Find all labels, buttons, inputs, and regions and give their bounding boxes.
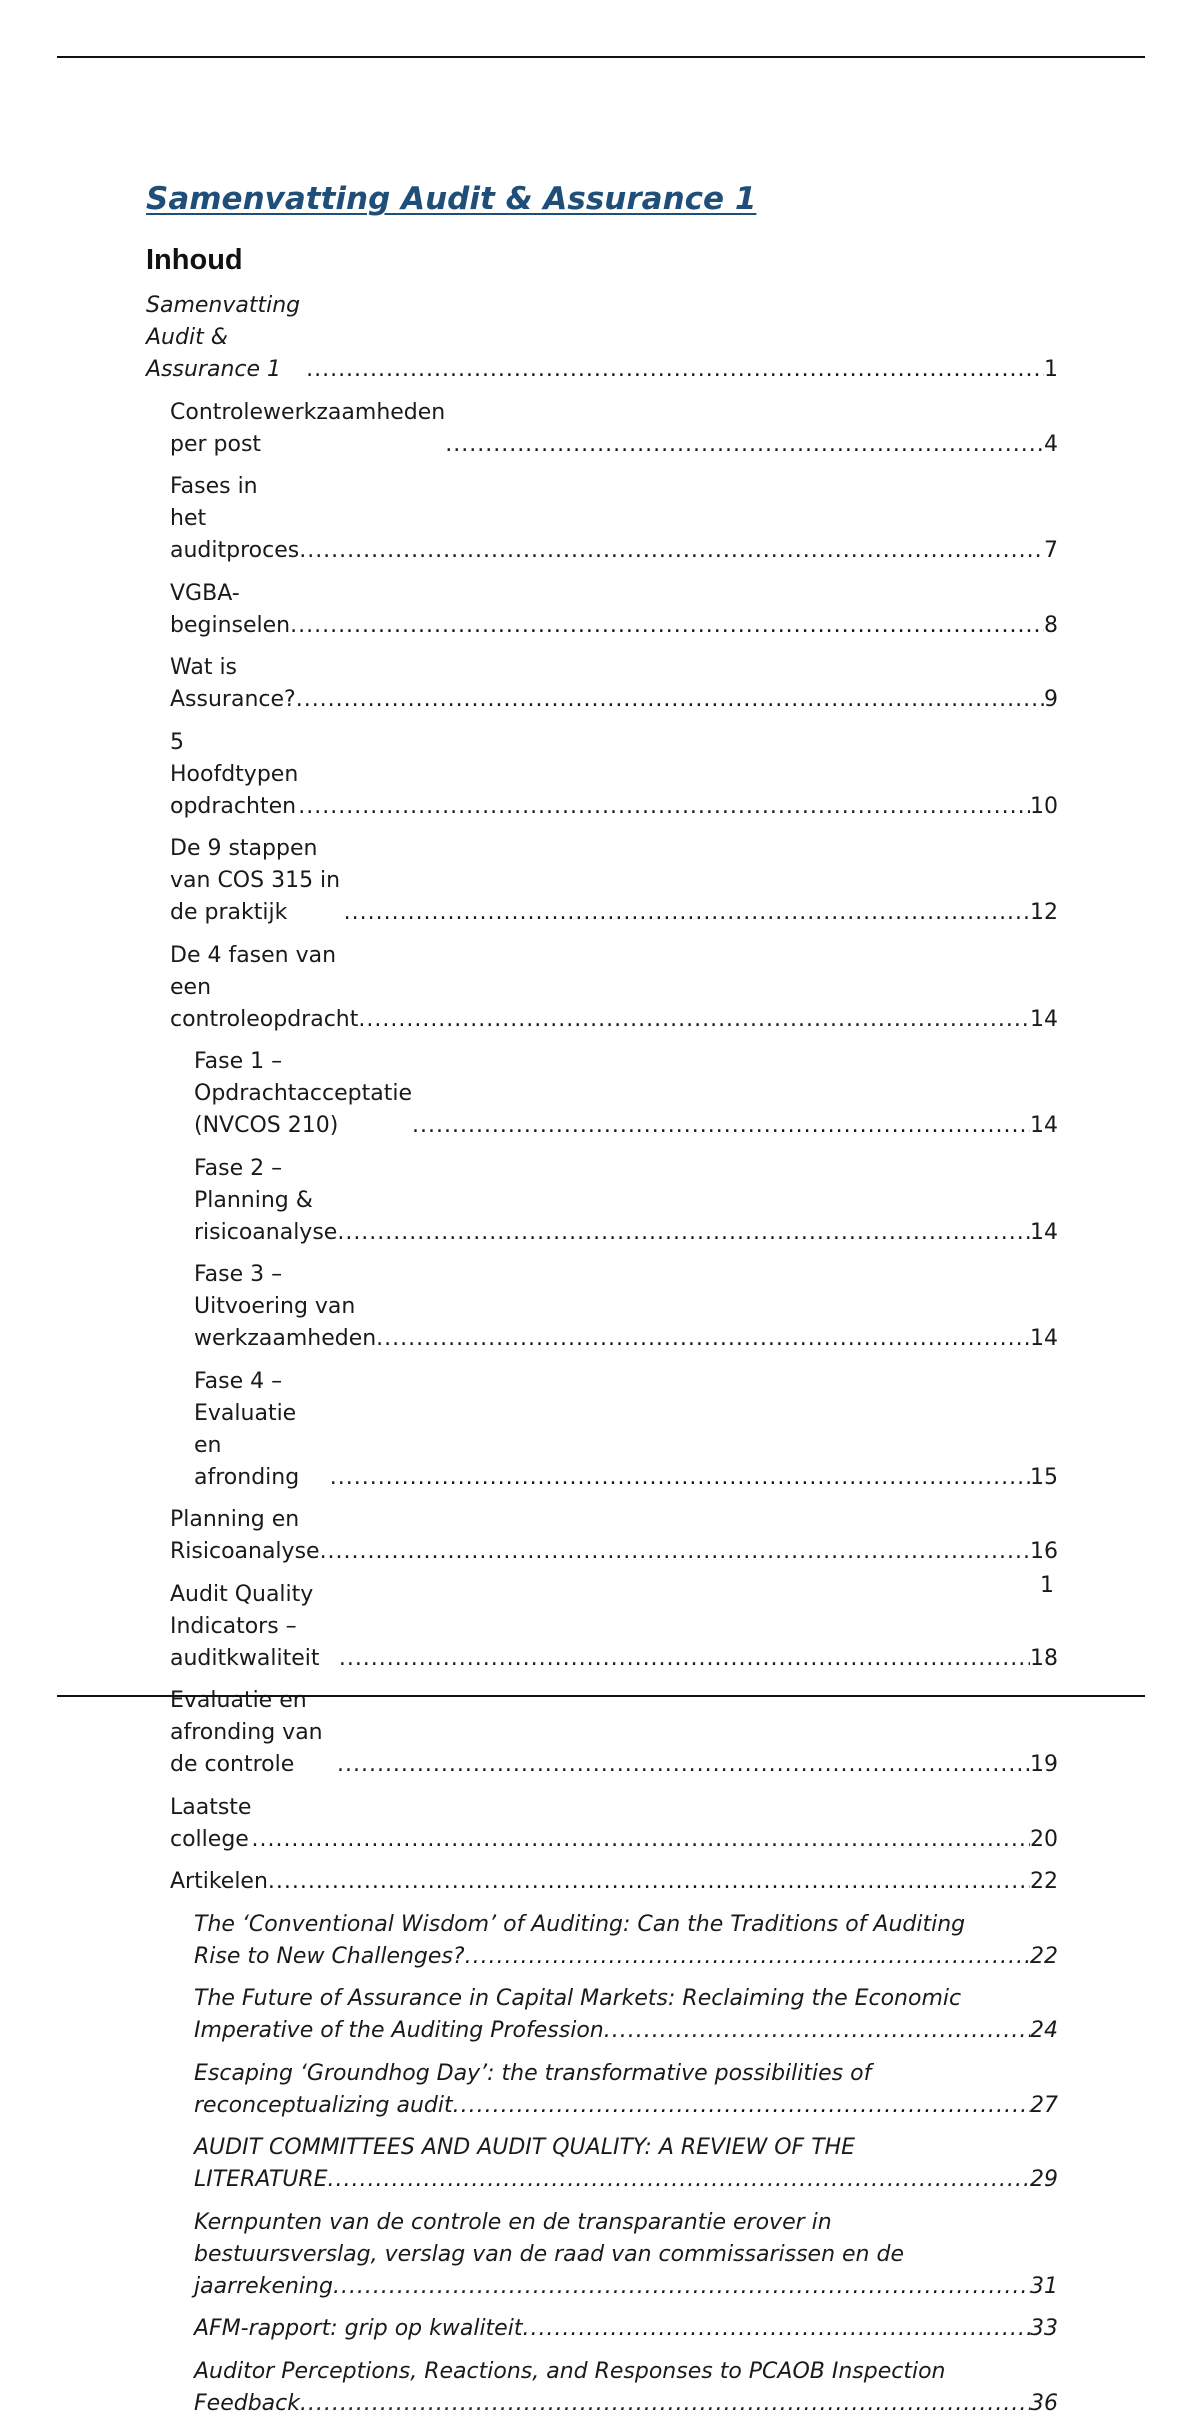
- toc-entry-text: Samenvatting Audit & Assurance 1: [146, 293, 301, 382]
- toc-article-entry[interactable]: [146, 2313, 1058, 2345]
- toc-leader-dots: [296, 684, 1044, 716]
- document-title[interactable]: Samenvatting Audit & Assurance 1: [146, 181, 757, 217]
- toc-entry[interactable]: [146, 1579, 1058, 1675]
- toc-leader-dots: [465, 1941, 1030, 1973]
- toc-entry-text: The Future of Assurance in Capital Markets: Reclaiming the Economic: [194, 1986, 962, 2011]
- toc-entry-text: The ‘Conventional Wisdom’ of Auditing: Can the Traditions of Auditing: [194, 1911, 966, 1937]
- toc-entry[interactable]: [146, 1685, 1058, 1781]
- toc-leader-dots: [358, 1004, 1030, 1036]
- toc-leader-dots: [251, 1824, 1030, 1856]
- toc-entry-text: Fase 3 – Uitvoering van werkzaamheden: [194, 1262, 377, 1351]
- toc-leader-dots: [376, 1323, 1030, 1355]
- toc-entry-page: 10: [1030, 793, 1058, 819]
- toc-entry-text: 5 Hoofdtypen opdrachten: [170, 729, 299, 819]
- toc-leader-dots: [328, 2164, 1030, 2196]
- toc-entry[interactable]: [146, 1866, 1058, 1898]
- toc-leader-dots: [344, 897, 1030, 929]
- toc-leader-dots: [453, 2090, 1030, 2122]
- toc-entry[interactable]: [146, 652, 1058, 716]
- toc-leader-dots: [337, 1217, 1030, 1249]
- toc-entry-page: 14: [1030, 1006, 1058, 1032]
- toc-entry[interactable]: [146, 578, 1058, 642]
- toc-entry-text: AUDIT COMMITTEES AND AUDIT QUALITY: A REVIEW OF THE: [194, 2135, 856, 2160]
- toc-entry[interactable]: [146, 1153, 1058, 1249]
- toc-entry[interactable]: [146, 397, 1058, 461]
- toc-leader-dots: [290, 610, 1044, 642]
- toc-entry[interactable]: [146, 471, 1058, 567]
- toc-entry-page: 33: [1030, 2316, 1058, 2341]
- toc-entry[interactable]: [146, 1046, 1058, 1142]
- toc-entry-text: AFM-rapport: grip op kwaliteit: [194, 2316, 523, 2341]
- toc-entry-page: 22: [1030, 1869, 1058, 1894]
- toc-entry-text: reconceptualizing audit: [194, 2092, 453, 2118]
- toc-entry[interactable]: [146, 940, 1058, 1036]
- toc-leader-dots: [300, 2388, 1030, 2420]
- toc-article-entry[interactable]: [146, 2207, 1058, 2303]
- table-of-contents: [146, 290, 1058, 2420]
- toc-entry-page: 36: [1030, 2390, 1058, 2416]
- toc-leader-dots: [445, 429, 1044, 461]
- toc-leader-dots: [412, 1110, 1030, 1142]
- toc-leader-dots: [298, 791, 1030, 823]
- toc-entry[interactable]: [146, 1366, 1058, 1494]
- toc-entry-text: Auditor Perceptions, Reactions, and Responses to PCAOB Inspection: [194, 2358, 946, 2384]
- toc-entry-page: 14: [1030, 1326, 1058, 1351]
- header-rule: [57, 56, 1145, 58]
- toc-entry-text: Controlewerkzaamheden per post: [170, 399, 446, 457]
- toc-article-entry[interactable]: [146, 1983, 1058, 2047]
- toc-entry-text: Fase 2 – Planning & risicoanalyse: [194, 1155, 338, 1245]
- toc-article-entry[interactable]: [146, 2132, 1058, 2196]
- toc-leader-dots: [604, 2015, 1030, 2047]
- toc-entry-text: Audit Quality Indicators – auditkwaliteit: [170, 1581, 320, 1671]
- toc-entry-page: 18: [1030, 1645, 1058, 1671]
- toc-entry-page: 12: [1030, 900, 1058, 925]
- toc-entry-text: Rise to New Challenges?: [194, 1943, 465, 1969]
- document-page: [146, 176, 1058, 2430]
- toc-article-entry[interactable]: [146, 1909, 1058, 1973]
- toc-entry-text: Evaluatie en afronding van de controle: [170, 1688, 323, 1777]
- toc-article-entry[interactable]: [146, 2356, 1058, 2420]
- toc-entry-text: Fase 1 – Opdrachtacceptatie (NVCOS 210): [194, 1049, 412, 1138]
- toc-entry-text: LITERATURE: [194, 2167, 328, 2192]
- toc-entry-text: De 4 fasen van een controleopdracht: [170, 942, 359, 1032]
- toc-leader-dots: [330, 1462, 1030, 1494]
- toc-leader-dots: [339, 1643, 1030, 1675]
- toc-entry-text: VGBA-beginselen: [170, 580, 291, 638]
- toc-entry[interactable]: [146, 727, 1058, 823]
- footer-rule: [57, 1695, 1145, 1697]
- toc-leader-dots: [268, 1866, 1030, 1898]
- toc-entry-text: Escaping ‘Groundhog Day’: the transformative possibilities of: [194, 2060, 872, 2086]
- toc-entry-page: 20: [1030, 1826, 1058, 1852]
- toc-entry-text: Imperative of the Auditing Profession: [194, 2018, 604, 2043]
- toc-entry-text: Artikelen: [170, 1869, 268, 1894]
- toc-entry[interactable]: [146, 290, 1058, 386]
- toc-entry[interactable]: [146, 1504, 1058, 1568]
- page-number: 1: [1040, 1573, 1054, 1598]
- toc-article-entry[interactable]: [146, 2058, 1058, 2122]
- toc-entry-page: 24: [1030, 2018, 1058, 2043]
- toc-entry-page: 27: [1030, 2092, 1058, 2118]
- toc-leader-dots: [299, 535, 1044, 567]
- toc-entry-page: 4: [1044, 431, 1058, 457]
- toc-entry[interactable]: [146, 1792, 1058, 1856]
- toc-entry-page: 14: [1030, 1219, 1058, 1245]
- toc-entry-text: Planning en Risicoanalyse: [170, 1507, 320, 1564]
- toc-entry-text: Laatste college: [170, 1794, 252, 1852]
- toc-entry[interactable]: [146, 1259, 1058, 1355]
- toc-entry-text: Kernpunten van de controle en de transparantie erover in: [194, 2209, 832, 2235]
- toc-entry-page: 22: [1030, 1943, 1058, 1969]
- toc-entry-page: 29: [1030, 2167, 1058, 2192]
- toc-entry-text: De 9 stappen van COS 315 in de praktijk: [170, 836, 341, 925]
- toc-leader-dots: [337, 1749, 1030, 1781]
- toc-entry-page: 7: [1044, 538, 1058, 563]
- toc-entry-page: 19: [1030, 1752, 1058, 1777]
- toc-entry-text: Fases in het auditproces: [170, 474, 300, 563]
- toc-heading: Inhoud: [146, 244, 243, 276]
- toc-leader-dots: [522, 2313, 1030, 2345]
- toc-leader-dots: [320, 1536, 1030, 1568]
- toc-entry-text: Wat is Assurance?: [170, 655, 296, 712]
- toc-entry-page: 15: [1030, 1464, 1058, 1490]
- toc-leader-dots: [333, 2271, 1030, 2303]
- toc-entry-page: 8: [1044, 612, 1058, 638]
- toc-entry-page: 9: [1044, 687, 1058, 712]
- toc-entry-page: 1: [1044, 357, 1058, 382]
- toc-entry[interactable]: [146, 833, 1058, 929]
- toc-entry-text: bestuursverslag, verslag van de raad van commissarissen en de: [194, 2241, 904, 2267]
- toc-leader-dots: [306, 354, 1044, 386]
- toc-entry-text: Fase 4 – Evaluatie en afronding: [194, 1368, 300, 1490]
- toc-entry-text: jaarrekening: [194, 2273, 333, 2299]
- toc-entry-page: 31: [1030, 2273, 1058, 2299]
- toc-entry-text: Feedback: [194, 2390, 300, 2416]
- toc-entry-page: 14: [1030, 1113, 1058, 1138]
- toc-entry-page: 16: [1030, 1539, 1058, 1564]
